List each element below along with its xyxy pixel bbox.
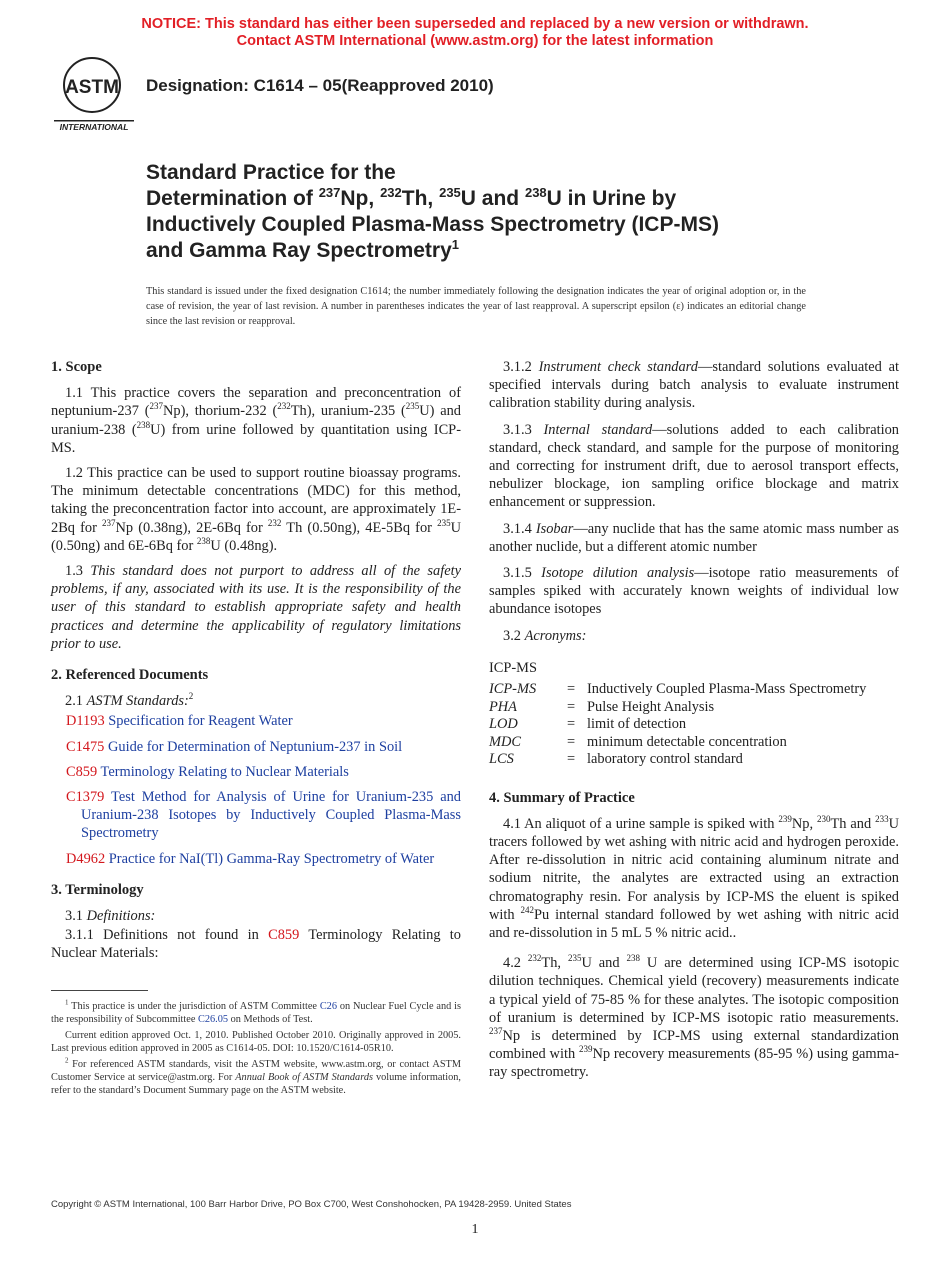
section-heading-summary: 4. Summary of Practice — [489, 789, 635, 806]
paragraph-3-1-1: 3.1.1 Definitions not found in C859 Terminology Relating to Nuclear Materials: — [51, 927, 461, 962]
ref-link-c1475[interactable]: C1475 Guide for Determination of Neptunium-237 in Soil — [66, 738, 403, 755]
paragraph-3-1-3: 3.1.3 Internal standard—solutions added to each calibration standard, check standard, and sample for the purpose of monitoring and correcting for instrument drift, due to aerosol transport effects, nebulizer blockage, ion sampling orifice blockage and matrix enhancement or suppression. — [489, 421, 899, 511]
footnote-1-edition: Current edition approved Oct. 1, 2010. Published October 2010. Originally approved in 2005. Last previous edition approved in 2005 as C1614-05. DOI: 10.1520/C1614-05R10. — [51, 1029, 461, 1055]
notice-line-1: NOTICE: This standard has either been superseded and replaced by a new version or withdrawn. — [141, 16, 809, 32]
paragraph-3-1: 3.1 Definitions: — [65, 908, 156, 925]
paragraph-3-1-4: 3.1.4 Isobar—any nuclide that has the same atomic mass number as another nuclide, but a different atomic number — [489, 520, 899, 555]
paragraph-4-2: 4.2 $^{232}$Th, $^{235}$U and $^{238}$ U are determined using ICP-MS isotopic dilution techniques. Chemical yield (recovery) measurements indicate a typical yield of 75-85 % for these analytes. The isotopic composition of uranium is determined by ICP-MS isotopic ratio measurements. $^{237}$Np is determined by ICP-MS using external standardization combined with $^{239}$Np recovery measurements (85-95 %) using gamma-ray spectrometry. — [489, 953, 899, 1081]
acronym-table — [489, 681, 866, 769]
acronym-row: PHA = Pulse Height Analysis — [489, 698, 715, 715]
acronym-row: LCS = laboratory control standard — [489, 751, 743, 768]
right-column — [489, 358, 899, 1089]
link-c859[interactable]: C859 — [268, 927, 300, 944]
copyright-line: Copyright © ASTM International, 100 Barr Harbor Drive, PO Box C700, West Conshohocken, PA 19428-2959. United States — [51, 1199, 572, 1210]
left-column — [51, 358, 461, 970]
designation: Designation: C1614 – 05(Reapproved 2010) — [146, 76, 494, 95]
ref-link-d4962[interactable]: D4962 Practice for NaI(Tl) Gamma-Ray Spectrometry of Water — [66, 850, 435, 867]
section-heading-referenced-documents: 2. Referenced Documents — [51, 667, 209, 684]
section-heading-scope: 1. Scope — [51, 359, 102, 375]
logo-subtext: INTERNATIONAL — [59, 122, 129, 132]
acronym-row: MDC = minimum detectable concentration — [489, 733, 787, 750]
acronym-row: ICP-MS = Inductively Coupled Plasma-Mass Spectrometry — [489, 681, 867, 698]
link-c26[interactable]: C26 — [319, 1001, 337, 1012]
footnote-2: $^2$ For referenced ASTM standards, visit the ASTM website, www.astm.org, or contact ASTM Customer Service at service@astm.org. For Annual Book of ASTM Standards volume information, refer to the standard’s Document Summary page on the ASTM website. — [51, 1056, 461, 1097]
logo-text: ASTM — [65, 77, 119, 98]
paragraph-3-1-2: 3.1.2 Instrument check standard—standard solutions evaluated at specified intervals during batch analysis to evaluate instrument calibration stability during analysis. — [489, 359, 899, 412]
footnote-divider — [51, 990, 148, 991]
paragraph-4-1: 4.1 An aliquot of a urine sample is spiked with $^{239}$Np, $^{230}$Th and $^{233}$U tracers followed by wet ashing with nitric acid and hydrogen peroxide. After re-dissolution in nitric acid containing aluminum nitrate and sodium nitrite, the analytes are extracted using an extraction chromatography resin. For analysis by ICP-MS the eluent is spiked with $^{242}$Pu internal standard followed by wet ashing with nitric acid and re-dissolution in 5 mL 5 % nitric acid.. — [489, 813, 899, 941]
ref-link-d1193[interactable]: D1193 Specification for Reagent Water — [66, 713, 293, 730]
paragraph-1-2: 1.2 This practice can be used to support routine bioassay programs. The minimum detectable concentrations (MDC) for this method, taking the preconcentration factor into account, are approximately 1E-2Bq for $^{237}$Np (0.38ng), 2E-6Bq for $^{232}$ Th (0.50ng), 4E-5Bq for $^{235}$U (0.50ng) and 6E-6Bq for $^{238}$U (0.48ng). — [51, 465, 461, 554]
document-title: Standard Practice for the Determination of $^{237}$Np, $^{232}$Th, $^{235}$U and $^{238}$U in Urine by Inductively Coupled Plasma-Mass Spectrometry (ICP-MS) and Gamma Ray Spectrometry$^1$ — [146, 161, 719, 262]
paragraph-3-1-5: 3.1.5 Isotope dilution analysis—isotope ratio measurements of samples spiked with accurately known weights of individual low abundance isotopes — [489, 565, 899, 618]
section-heading-terminology: 3. Terminology — [51, 881, 144, 898]
ref-link-c1379[interactable]: C1379 Test Method for Analysis of Urine for Uranium-235 and Uranium-238 Isotopes by Inductively Coupled Plasma-Mass Spectrometry — [66, 789, 462, 842]
astm-logo — [52, 55, 137, 133]
ref-link-c859[interactable]: C859 Terminology Relating to Nuclear Materials — [66, 763, 349, 780]
paragraph-2-1: 2.1 ASTM Standards:$^2$ — [65, 691, 194, 710]
page-number: 1 — [471, 1222, 479, 1237]
paragraph-1-3: 1.3 This standard does not purport to address all of the safety problems, if any, associated with its use. It is the responsibility of the user of this standard to establish appropriate safety and health practices and determine the applicability of regulatory limitations prior to use. — [51, 563, 461, 652]
footnotes — [51, 1000, 461, 1100]
acronym-label: ICP-MS — [489, 659, 537, 676]
issuance-note: This standard is issued under the fixed designation C1614; the number immediately following the designation indicates the year of original adoption or, in the case of revision, the year of last revision. A number in parentheses indicates the year of last reapproval. A superscript epsilon (ε) indicates an editorial change since the last revision or reapproval. — [146, 286, 806, 327]
footnote-1: $^1$ This practice is under the jurisdiction of ASTM Committee C26 on Nuclear Fuel Cycle and is the responsibility of Subcommittee C26.05 on Methods of Test. — [51, 998, 461, 1026]
link-c26-05[interactable]: C26.05 — [198, 1014, 229, 1026]
paragraph-3-2: 3.2 Acronyms: — [503, 627, 587, 644]
notice-line-2: Contact ASTM International (www.astm.org) for the latest information — [236, 33, 714, 49]
paragraph-1-1: 1.1 This practice covers the separation and preconcentration of neptunium-237 ($^{237}$Np), thorium-232 ($^{232}$Th), uranium-235 ($^{235}$U) and uranium-238 ($^{238}$U) from urine followed by quantitation using ICP-MS. — [51, 385, 462, 456]
acronym-row: LOD = limit of detection — [489, 716, 687, 733]
